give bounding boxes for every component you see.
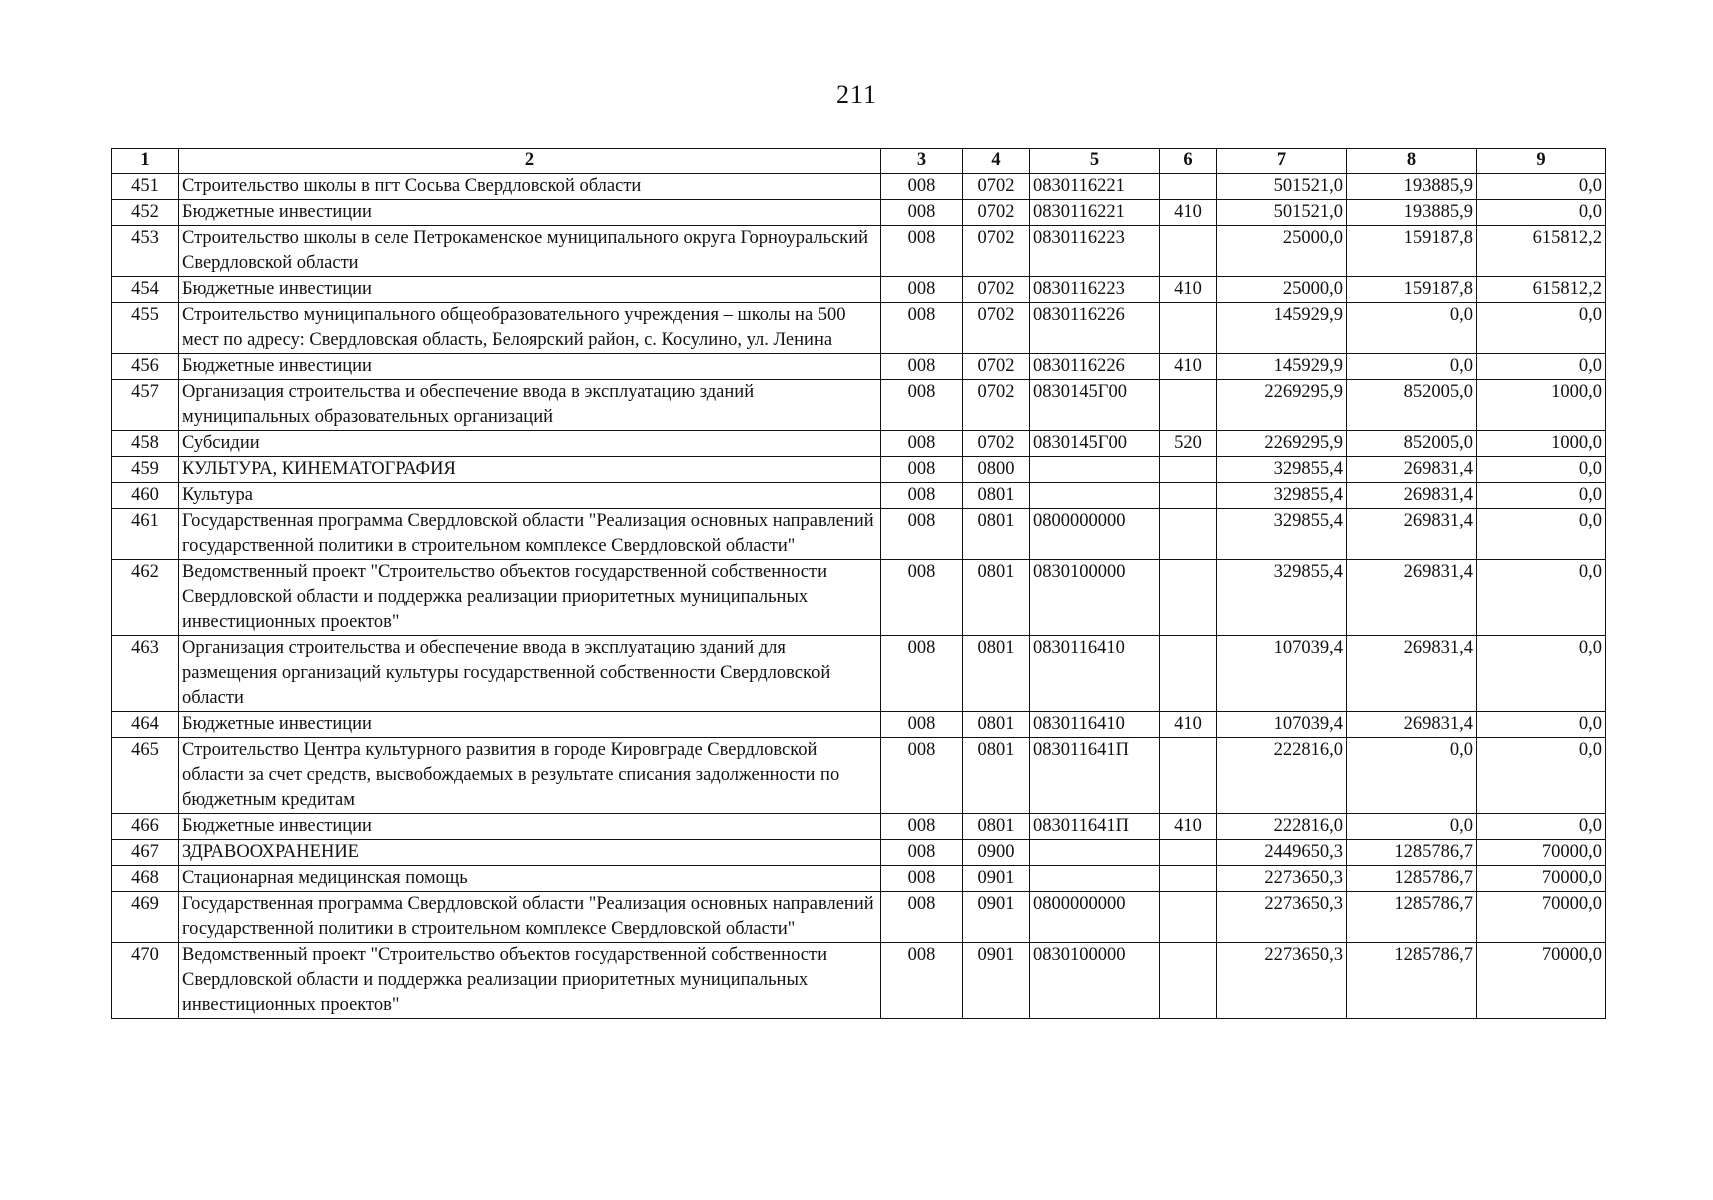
table-row xyxy=(112,712,1606,738)
cell-col8: 1285786,7 xyxy=(1347,892,1477,943)
row-number: 468 xyxy=(112,866,179,892)
cell-col9: 70000,0 xyxy=(1477,840,1606,866)
cell-col9: 0,0 xyxy=(1477,712,1606,738)
cell-col5 xyxy=(1030,457,1160,483)
cell-col8: 0,0 xyxy=(1347,814,1477,840)
cell-col6 xyxy=(1160,560,1217,636)
row-name: Бюджетные инвестиции xyxy=(179,712,881,738)
row-number: 464 xyxy=(112,712,179,738)
cell-col4: 0901 xyxy=(963,943,1030,1019)
cell-col4: 0801 xyxy=(963,483,1030,509)
cell-col6 xyxy=(1160,840,1217,866)
row-number: 453 xyxy=(112,226,179,277)
col-header-5: 5 xyxy=(1030,149,1160,174)
row-number: 460 xyxy=(112,483,179,509)
row-number: 451 xyxy=(112,174,179,200)
cell-col3: 008 xyxy=(881,866,963,892)
table-row xyxy=(112,303,1606,354)
cell-col8: 269831,4 xyxy=(1347,712,1477,738)
cell-col4: 0900 xyxy=(963,840,1030,866)
row-number: 463 xyxy=(112,636,179,712)
cell-col4: 0801 xyxy=(963,712,1030,738)
cell-col4: 0702 xyxy=(963,303,1030,354)
cell-col7: 2269295,9 xyxy=(1217,380,1347,431)
cell-col7: 2269295,9 xyxy=(1217,431,1347,457)
row-name: Строительство школы в пгт Сосьва Свердловской области xyxy=(179,174,881,200)
cell-col5: 0800000000 xyxy=(1030,892,1160,943)
cell-col5: 083011641П xyxy=(1030,814,1160,840)
cell-col3: 008 xyxy=(881,483,963,509)
cell-col9: 70000,0 xyxy=(1477,892,1606,943)
cell-col4: 0801 xyxy=(963,509,1030,560)
cell-col8: 269831,4 xyxy=(1347,509,1477,560)
cell-col7: 329855,4 xyxy=(1217,560,1347,636)
row-name: Государственная программа Свердловской области "Реализация основных направлений государственной политики в строительном комплексе Свердловской области" xyxy=(179,892,881,943)
table-row xyxy=(112,814,1606,840)
cell-col4: 0801 xyxy=(963,814,1030,840)
cell-col3: 008 xyxy=(881,431,963,457)
cell-col8: 269831,4 xyxy=(1347,560,1477,636)
cell-col3: 008 xyxy=(881,174,963,200)
cell-col3: 008 xyxy=(881,636,963,712)
cell-col7: 145929,9 xyxy=(1217,303,1347,354)
cell-col7: 222816,0 xyxy=(1217,738,1347,814)
table-row xyxy=(112,174,1606,200)
cell-col5: 0830100000 xyxy=(1030,560,1160,636)
row-name: Бюджетные инвестиции xyxy=(179,200,881,226)
cell-col9: 0,0 xyxy=(1477,303,1606,354)
row-number: 469 xyxy=(112,892,179,943)
cell-col4: 0702 xyxy=(963,380,1030,431)
cell-col7: 329855,4 xyxy=(1217,509,1347,560)
cell-col9: 0,0 xyxy=(1477,636,1606,712)
cell-col3: 008 xyxy=(881,840,963,866)
cell-col3: 008 xyxy=(881,560,963,636)
row-number: 470 xyxy=(112,943,179,1019)
col-header-6: 6 xyxy=(1160,149,1217,174)
cell-col3: 008 xyxy=(881,226,963,277)
cell-col5 xyxy=(1030,866,1160,892)
row-number: 452 xyxy=(112,200,179,226)
cell-col4: 0801 xyxy=(963,636,1030,712)
table-row xyxy=(112,560,1606,636)
row-name: КУЛЬТУРА, КИНЕМАТОГРАФИЯ xyxy=(179,457,881,483)
cell-col9: 1000,0 xyxy=(1477,431,1606,457)
row-number: 459 xyxy=(112,457,179,483)
cell-col9: 0,0 xyxy=(1477,814,1606,840)
cell-col9: 0,0 xyxy=(1477,738,1606,814)
cell-col5 xyxy=(1030,483,1160,509)
row-number: 462 xyxy=(112,560,179,636)
row-name: Бюджетные инвестиции xyxy=(179,354,881,380)
cell-col9: 615812,2 xyxy=(1477,277,1606,303)
cell-col3: 008 xyxy=(881,509,963,560)
cell-col6 xyxy=(1160,866,1217,892)
cell-col5: 0830116223 xyxy=(1030,226,1160,277)
cell-col5: 0830116226 xyxy=(1030,354,1160,380)
cell-col4: 0901 xyxy=(963,866,1030,892)
table-row xyxy=(112,483,1606,509)
cell-col9: 70000,0 xyxy=(1477,943,1606,1019)
cell-col6 xyxy=(1160,380,1217,431)
cell-col4: 0702 xyxy=(963,226,1030,277)
col-header-9: 9 xyxy=(1477,149,1606,174)
cell-col3: 008 xyxy=(881,712,963,738)
cell-col9: 615812,2 xyxy=(1477,226,1606,277)
table-row xyxy=(112,738,1606,814)
cell-col6 xyxy=(1160,303,1217,354)
cell-col6: 520 xyxy=(1160,431,1217,457)
cell-col8: 1285786,7 xyxy=(1347,840,1477,866)
cell-col3: 008 xyxy=(881,892,963,943)
cell-col9: 0,0 xyxy=(1477,200,1606,226)
row-number: 455 xyxy=(112,303,179,354)
cell-col5: 0830116221 xyxy=(1030,200,1160,226)
cell-col8: 852005,0 xyxy=(1347,380,1477,431)
cell-col5: 0830116226 xyxy=(1030,303,1160,354)
table-row xyxy=(112,380,1606,431)
row-name: ЗДРАВООХРАНЕНИЕ xyxy=(179,840,881,866)
cell-col7: 107039,4 xyxy=(1217,712,1347,738)
table-row xyxy=(112,892,1606,943)
cell-col8: 193885,9 xyxy=(1347,200,1477,226)
cell-col8: 269831,4 xyxy=(1347,457,1477,483)
cell-col7: 2273650,3 xyxy=(1217,866,1347,892)
cell-col7: 222816,0 xyxy=(1217,814,1347,840)
cell-col3: 008 xyxy=(881,738,963,814)
cell-col5: 0830116410 xyxy=(1030,636,1160,712)
table-row xyxy=(112,277,1606,303)
cell-col6 xyxy=(1160,738,1217,814)
cell-col9: 1000,0 xyxy=(1477,380,1606,431)
cell-col8: 1285786,7 xyxy=(1347,866,1477,892)
budget-table xyxy=(111,148,1606,1019)
row-name: Бюджетные инвестиции xyxy=(179,277,881,303)
row-number: 457 xyxy=(112,380,179,431)
cell-col6 xyxy=(1160,509,1217,560)
row-name: Стационарная медицинская помощь xyxy=(179,866,881,892)
table-row xyxy=(112,226,1606,277)
cell-col7: 25000,0 xyxy=(1217,277,1347,303)
table-row xyxy=(112,636,1606,712)
cell-col8: 1285786,7 xyxy=(1347,943,1477,1019)
cell-col5: 0800000000 xyxy=(1030,509,1160,560)
cell-col6 xyxy=(1160,943,1217,1019)
cell-col8: 0,0 xyxy=(1347,303,1477,354)
table-row xyxy=(112,200,1606,226)
cell-col9: 0,0 xyxy=(1477,354,1606,380)
cell-col6: 410 xyxy=(1160,354,1217,380)
row-number: 458 xyxy=(112,431,179,457)
cell-col5: 0830100000 xyxy=(1030,943,1160,1019)
cell-col5: 0830116223 xyxy=(1030,277,1160,303)
cell-col7: 2273650,3 xyxy=(1217,943,1347,1019)
cell-col7: 2449650,3 xyxy=(1217,840,1347,866)
cell-col6 xyxy=(1160,174,1217,200)
cell-col6: 410 xyxy=(1160,712,1217,738)
cell-col3: 008 xyxy=(881,354,963,380)
cell-col6: 410 xyxy=(1160,277,1217,303)
table-row xyxy=(112,840,1606,866)
row-name: Строительство школы в селе Петрокаменское муниципального округа Горноуральский Свердловской области xyxy=(179,226,881,277)
row-name: Строительство муниципального общеобразовательного учреждения – школы на 500 мест по адресу: Свердловская область, Белоярский район, с. Косулино, ул. Ленина xyxy=(179,303,881,354)
page-number: 211 xyxy=(835,80,878,109)
cell-col5: 083011641П xyxy=(1030,738,1160,814)
cell-col7: 107039,4 xyxy=(1217,636,1347,712)
table-row xyxy=(112,354,1606,380)
row-name: Государственная программа Свердловской области "Реализация основных направлений государственной политики в строительном комплексе Свердловской области" xyxy=(179,509,881,560)
cell-col7: 329855,4 xyxy=(1217,457,1347,483)
cell-col4: 0801 xyxy=(963,738,1030,814)
table-row xyxy=(112,431,1606,457)
cell-col9: 0,0 xyxy=(1477,560,1606,636)
row-number: 466 xyxy=(112,814,179,840)
col-header-3: 3 xyxy=(881,149,963,174)
cell-col6: 410 xyxy=(1160,814,1217,840)
cell-col6 xyxy=(1160,483,1217,509)
col-header-1: 1 xyxy=(112,149,179,174)
cell-col3: 008 xyxy=(881,200,963,226)
cell-col8: 159187,8 xyxy=(1347,277,1477,303)
table-header-row xyxy=(112,149,1606,174)
row-name: Субсидии xyxy=(179,431,881,457)
cell-col4: 0702 xyxy=(963,200,1030,226)
cell-col4: 0702 xyxy=(963,354,1030,380)
cell-col7: 145929,9 xyxy=(1217,354,1347,380)
cell-col8: 269831,4 xyxy=(1347,636,1477,712)
cell-col9: 70000,0 xyxy=(1477,866,1606,892)
cell-col8: 0,0 xyxy=(1347,738,1477,814)
cell-col7: 329855,4 xyxy=(1217,483,1347,509)
row-name: Ведомственный проект "Строительство объектов государственной собственности Свердловской области и поддержка реализации приоритетных муниципальных инвестиционных проектов" xyxy=(179,560,881,636)
table-row xyxy=(112,943,1606,1019)
row-name: Бюджетные инвестиции xyxy=(179,814,881,840)
cell-col9: 0,0 xyxy=(1477,509,1606,560)
col-header-4: 4 xyxy=(963,149,1030,174)
cell-col6 xyxy=(1160,457,1217,483)
cell-col4: 0801 xyxy=(963,560,1030,636)
row-number: 465 xyxy=(112,738,179,814)
cell-col5: 0830145Г00 xyxy=(1030,380,1160,431)
cell-col3: 008 xyxy=(881,380,963,431)
table-row xyxy=(112,866,1606,892)
table-row xyxy=(112,457,1606,483)
cell-col3: 008 xyxy=(881,277,963,303)
row-name: Строительство Центра культурного развития в городе Кировграде Свердловской области за счет средств, высвобождаемых в результате списания задолженности по бюджетным кредитам xyxy=(179,738,881,814)
row-number: 461 xyxy=(112,509,179,560)
cell-col5: 0830116410 xyxy=(1030,712,1160,738)
cell-col8: 193885,9 xyxy=(1347,174,1477,200)
cell-col6 xyxy=(1160,636,1217,712)
cell-col5: 0830145Г00 xyxy=(1030,431,1160,457)
row-number: 467 xyxy=(112,840,179,866)
row-name: Ведомственный проект "Строительство объектов государственной собственности Свердловской области и поддержка реализации приоритетных муниципальных инвестиционных проектов" xyxy=(179,943,881,1019)
col-header-2: 2 xyxy=(179,149,881,174)
cell-col6 xyxy=(1160,892,1217,943)
col-header-7: 7 xyxy=(1217,149,1347,174)
cell-col4: 0702 xyxy=(963,174,1030,200)
row-name: Организация строительства и обеспечение ввода в эксплуатацию зданий муниципальных образовательных организаций xyxy=(179,380,881,431)
col-header-8: 8 xyxy=(1347,149,1477,174)
cell-col4: 0702 xyxy=(963,431,1030,457)
cell-col9: 0,0 xyxy=(1477,174,1606,200)
cell-col9: 0,0 xyxy=(1477,483,1606,509)
cell-col8: 0,0 xyxy=(1347,354,1477,380)
cell-col5 xyxy=(1030,840,1160,866)
cell-col3: 008 xyxy=(881,814,963,840)
cell-col5: 0830116221 xyxy=(1030,174,1160,200)
cell-col4: 0702 xyxy=(963,277,1030,303)
cell-col3: 008 xyxy=(881,943,963,1019)
row-number: 454 xyxy=(112,277,179,303)
cell-col7: 25000,0 xyxy=(1217,226,1347,277)
cell-col3: 008 xyxy=(881,457,963,483)
cell-col6: 410 xyxy=(1160,200,1217,226)
cell-col7: 501521,0 xyxy=(1217,200,1347,226)
table-body xyxy=(112,174,1606,1019)
row-number: 456 xyxy=(112,354,179,380)
cell-col8: 269831,4 xyxy=(1347,483,1477,509)
cell-col9: 0,0 xyxy=(1477,457,1606,483)
cell-col7: 501521,0 xyxy=(1217,174,1347,200)
row-name: Культура xyxy=(179,483,881,509)
cell-col7: 2273650,3 xyxy=(1217,892,1347,943)
cell-col8: 159187,8 xyxy=(1347,226,1477,277)
cell-col6 xyxy=(1160,226,1217,277)
cell-col8: 852005,0 xyxy=(1347,431,1477,457)
table-row xyxy=(112,509,1606,560)
cell-col4: 0901 xyxy=(963,892,1030,943)
row-name: Организация строительства и обеспечение ввода в эксплуатацию зданий для размещения организаций культуры государственной собственности Свердловской области xyxy=(179,636,881,712)
cell-col3: 008 xyxy=(881,303,963,354)
cell-col4: 0800 xyxy=(963,457,1030,483)
